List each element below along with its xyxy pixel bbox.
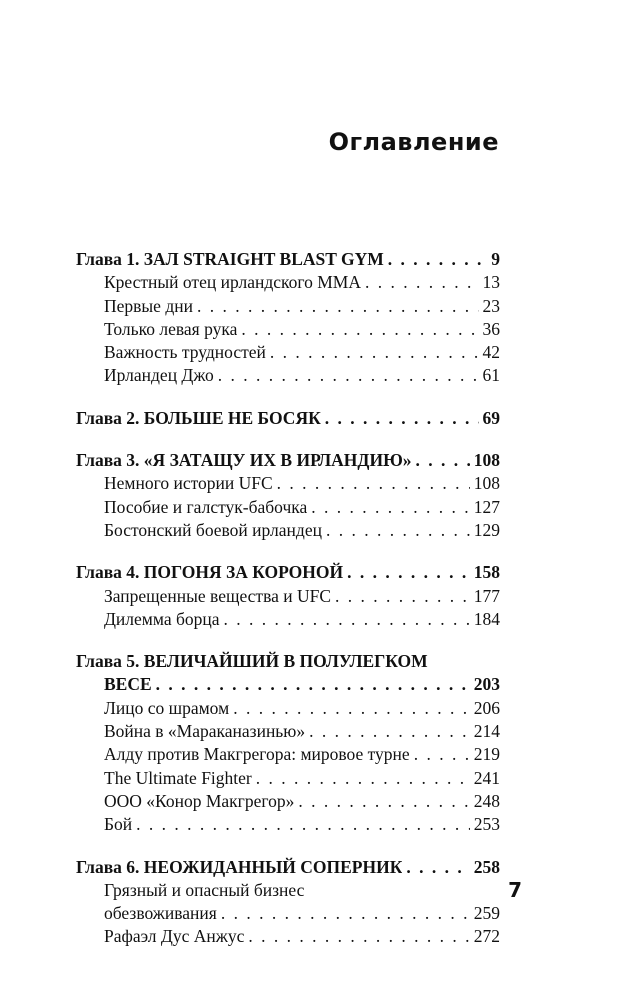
toc-page-number: 108 — [473, 473, 500, 494]
toc-page-number: 13 — [482, 272, 500, 293]
toc-dot-leader — [311, 496, 469, 519]
toc-dot-leader — [388, 248, 487, 271]
toc-entry-label: Глава 4. ПОГОНЯ ЗА КОРОНОЙ — [76, 562, 344, 583]
toc-dot-leader — [406, 856, 469, 879]
toc-section-entry[interactable] — [76, 767, 500, 790]
toc-dot-leader — [309, 720, 470, 743]
toc-chapter-block — [76, 449, 500, 542]
toc-dot-leader — [221, 902, 470, 925]
toc-dot-leader — [248, 925, 469, 948]
toc-section-entry[interactable] — [76, 697, 500, 720]
toc-dot-leader — [414, 743, 470, 766]
toc-entry-label: Крестный отец ирландского ММА — [104, 272, 361, 293]
toc-dot-leader — [233, 697, 470, 720]
toc-section-entry[interactable] — [76, 925, 500, 948]
toc-entry-label: The Ultimate Fighter — [104, 767, 252, 788]
toc-entry-label: Рафаэл Дус Анжус — [104, 926, 245, 947]
toc-page-number: 129 — [473, 519, 500, 540]
toc-section-entry[interactable] — [76, 472, 500, 495]
toc-entry-label: Глава 1. ЗАЛ STRAIGHT BLAST GYM — [76, 249, 384, 269]
table-of-contents — [76, 248, 500, 968]
toc-dot-leader — [277, 472, 470, 495]
toc-entry-label: Глава 2. БОЛЬШЕ НЕ БОСЯК — [76, 407, 321, 428]
toc-page-number: 259 — [473, 903, 500, 924]
toc-dot-leader — [365, 271, 479, 294]
toc-chapter-block — [76, 856, 500, 949]
toc-entry-label: Первые дни — [104, 295, 193, 316]
toc-chapter-block — [76, 650, 500, 836]
toc-entry-label: ООО «Конор Макгрегор» — [104, 790, 295, 811]
toc-section-entry[interactable] — [76, 519, 500, 542]
toc-entry-label: Только левая рука — [104, 318, 238, 339]
toc-page-number: 248 — [473, 790, 500, 811]
toc-entry-label: Глава 6. НЕОЖИДАННЫЙ СОПЕРНИК — [76, 856, 403, 877]
toc-entry-label: Глава 3. «Я ЗАТАЩУ ИХ В ИРЛАНДИЮ» — [76, 450, 412, 471]
toc-section-entry[interactable] — [76, 341, 500, 364]
toc-section-entry[interactable] — [76, 743, 500, 766]
toc-dot-leader — [270, 341, 479, 364]
toc-entry-label: Война в «Мараканазинью» — [104, 721, 306, 742]
toc-entry-label: Немного истории UFC — [104, 473, 273, 494]
toc-page-number: 203 — [473, 674, 500, 695]
toc-section-entry[interactable] — [76, 585, 500, 608]
toc-dot-leader — [325, 407, 479, 430]
toc-chapter-entry[interactable] — [76, 856, 500, 879]
toc-entry-label: обезвоживания — [104, 903, 217, 924]
toc-section-entry[interactable] — [76, 720, 500, 743]
toc-section-entry[interactable] — [76, 271, 500, 294]
toc-chapter-block — [76, 561, 500, 631]
toc-page-number: 36 — [482, 318, 500, 339]
toc-dot-leader — [241, 318, 478, 341]
toc-entry-label: Дилемма борца — [104, 608, 220, 629]
toc-page-number: 219 — [473, 744, 500, 765]
toc-page-number: 158 — [473, 562, 500, 583]
toc-section-entry[interactable] — [76, 813, 500, 836]
toc-entry-label: Бой — [104, 814, 133, 835]
toc-page-number: 214 — [473, 721, 500, 742]
toc-page-number: 69 — [482, 407, 500, 428]
toc-page-number: 184 — [473, 608, 500, 629]
toc-page-number: 241 — [473, 767, 500, 788]
toc-section-entry[interactable] — [76, 318, 500, 341]
toc-dot-leader — [136, 813, 470, 836]
toc-dot-leader — [156, 673, 470, 696]
toc-page-number: 23 — [482, 295, 500, 316]
toc-entry-label: ВЕСЕ — [104, 674, 152, 695]
toc-chapter-entry[interactable] — [76, 407, 500, 430]
toc-entry-label: Важность трудностей — [104, 342, 266, 363]
toc-entry-label: Запрещенные вещества и UFC — [104, 585, 332, 606]
toc-section-entry[interactable] — [76, 902, 500, 925]
toc-page-number: 258 — [473, 856, 500, 877]
toc-dot-leader — [256, 767, 470, 790]
toc-chapter-block — [76, 248, 500, 388]
toc-dot-leader — [347, 561, 470, 584]
toc-entry-label: Ирландец Джо — [104, 365, 214, 386]
toc-entry-label: Грязный и опасный бизнес — [104, 879, 305, 900]
toc-dot-leader — [218, 364, 479, 387]
toc-section-entry[interactable] — [76, 295, 500, 318]
toc-entry-label: Бостонский боевой ирландец — [104, 519, 322, 540]
toc-chapter-entry[interactable] — [76, 650, 500, 673]
toc-chapter-entry[interactable] — [76, 673, 500, 696]
toc-page-number: 177 — [473, 585, 500, 606]
toc-dot-leader — [298, 790, 469, 813]
toc-chapter-entry[interactable] — [76, 561, 500, 584]
page-number: 7 — [508, 878, 522, 902]
toc-dot-leader — [224, 608, 470, 631]
toc-entry-label: Пособие и галстук-бабочка — [104, 496, 308, 517]
toc-section-entry[interactable] — [76, 364, 500, 387]
toc-entry-label: Лицо со шрамом — [104, 697, 230, 718]
toc-page-number: 272 — [473, 926, 500, 947]
toc-page-number: 206 — [473, 697, 500, 718]
toc-page-number: 108 — [473, 450, 500, 471]
toc-chapter-block — [76, 407, 500, 430]
toc-section-entry[interactable] — [76, 608, 500, 631]
toc-page-number: 253 — [473, 814, 500, 835]
toc-section-entry[interactable] — [76, 790, 500, 813]
toc-dot-leader — [326, 519, 470, 542]
page-title: Оглавление — [328, 128, 499, 156]
toc-chapter-entry[interactable] — [76, 449, 500, 472]
toc-dot-leader — [197, 295, 479, 318]
toc-page-number: 9 — [491, 249, 500, 269]
toc-section-entry[interactable] — [76, 496, 500, 519]
toc-dot-leader — [335, 585, 470, 608]
toc-entry-label: Алду против Макгрегора: мировое турне — [104, 744, 410, 765]
toc-page-number: 127 — [473, 496, 500, 517]
toc-chapter-entry[interactable] — [76, 248, 500, 271]
toc-page-number: 42 — [482, 342, 500, 363]
toc-dot-leader — [416, 449, 470, 472]
toc-entry-label: Глава 5. ВЕЛИЧАЙШИЙ В ПОЛУЛЕГКОМ — [76, 651, 428, 672]
toc-section-entry[interactable] — [76, 879, 500, 902]
toc-page-number: 61 — [482, 365, 500, 386]
